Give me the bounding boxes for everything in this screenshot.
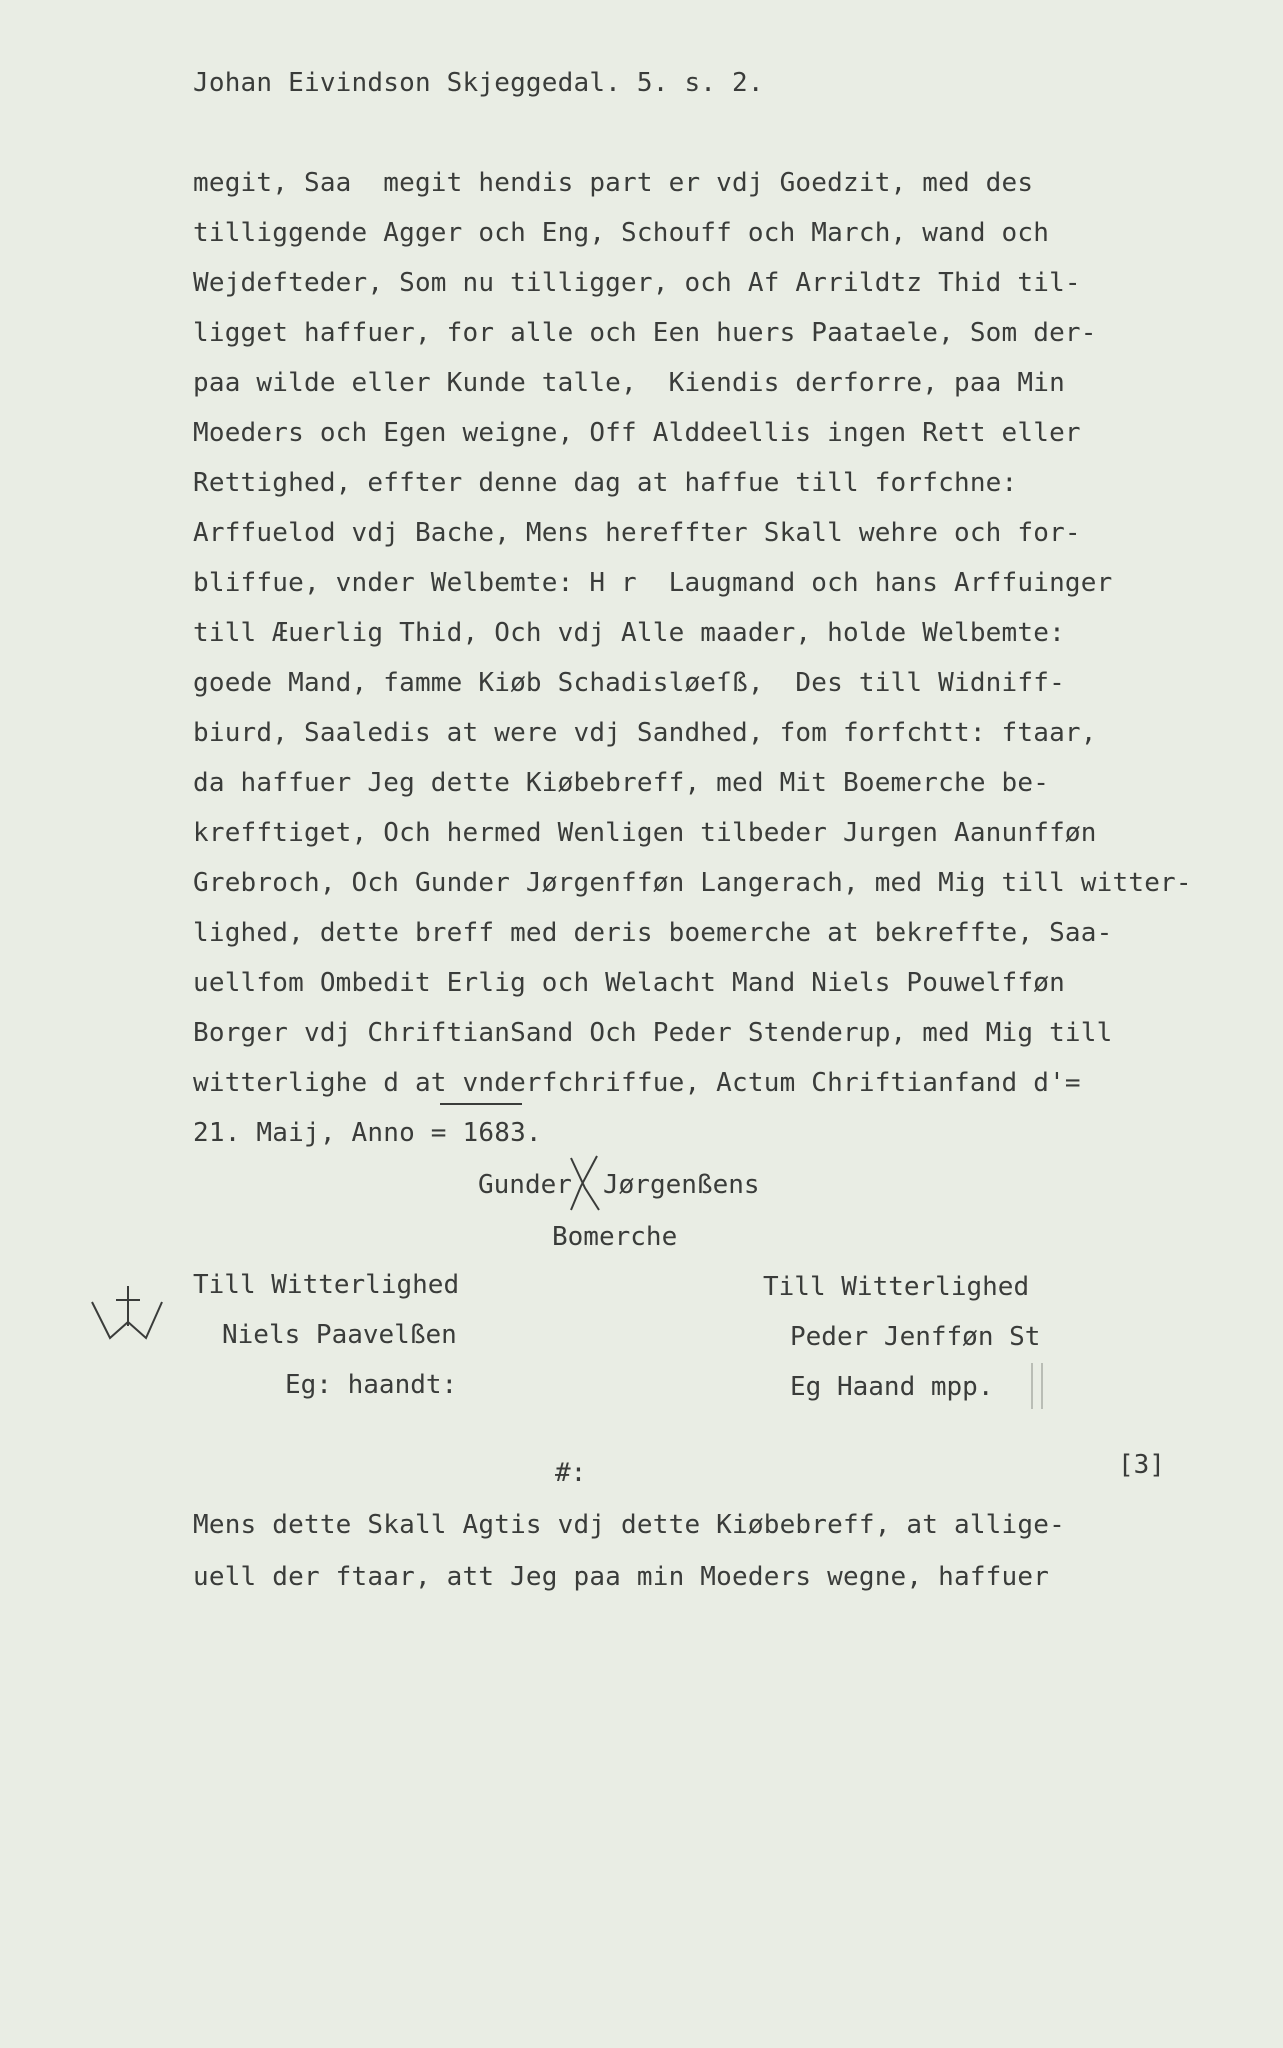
body-line: lighed, dette breff med deris boemerche at bekreffte, Saa- [193,918,1113,948]
house-mark-icon [567,1152,603,1212]
body-line: witterlighe d at vnderfchriffue, Actum Chriftianfand d'= [193,1068,1081,1098]
witness-left-hand: Eg: haandt: [285,1370,458,1400]
body-line: krefftiget, Och hermed Wenligen tilbeder Jurgen Aanunfføn [193,818,1097,848]
note-mark: #: [555,1458,587,1488]
document-header: Johan Eivindson Skjeggedal. 5. s. 2. [193,68,764,98]
year-underline [440,1103,522,1105]
witness-left-title: Till Witterlighed [193,1270,460,1300]
witness-right-title: Till Witterlighed [763,1272,1030,1302]
body-line: paa wilde eller Kunde talle, Kiendis derforre, paa Min [193,368,1065,398]
merchant-mark-icon [88,1282,168,1352]
footer-line: Mens dette Skall Agtis vdj dette Kiøbebreff, at allige- [193,1510,1065,1540]
body-line: biurd, Saaledis at were vdj Sandhed, fom forfchtt: ftaar, [193,718,1097,748]
footer-line: uell der ftaar, att Jeg paa min Moeders wegne, haffuer [193,1562,1050,1592]
body-line: tilliggende Agger och Eng, Schouff och March, wand och [193,218,1050,248]
body-line: Arffuelod vdj Bache, Mens hereffter Skall wehre och for- [193,518,1081,548]
body-line: Grebroch, Och Gunder Jørgenfføn Langerach, med Mig till witter- [193,868,1192,898]
body-line: uellfom Ombedit Erlig och Welacht Mand Niels Pouwelfføn [193,968,1065,998]
body-line: goede Mand, famme Kiøb Schadisløeſß, Des till Widniff- [193,668,1065,698]
page-number: [3] [1118,1450,1165,1480]
signature-gunder-last: Jørgenßens [603,1170,760,1200]
bomerche-label: Bomerche [552,1222,678,1252]
witness-right-name: Peder Jenfføn St [790,1322,1041,1352]
body-line: Moeders och Egen weigne, Off Alddeellis ingen Rett eller [193,418,1081,448]
body-line: 21. Maij, Anno = 1683. [193,1118,542,1148]
body-line: till Æuerlig Thid, Och vdj Alle maader, holde Welbemte: [193,618,1065,648]
body-line: bliffue, vnder Welbemte: H r Laugmand och hans Arffuinger [193,568,1113,598]
body-line: da haffuer Jeg dette Kiøbebreff, med Mit Boemerche be- [193,768,1050,798]
witness-right-hand: Eg Haand mpp. [790,1372,994,1402]
signature-gunder-first: Gunder [478,1170,572,1200]
margin-mark [1031,1363,1043,1409]
body-line: ligget haffuer, for alle och Een huers Paataele, Som der- [193,318,1097,348]
witness-left-name: Niels Paavelßen [222,1320,457,1350]
body-line: megit, Saa megit hendis part er vdj Goedzit, med des [193,168,1034,198]
body-line: Wejdefteder, Som nu tilligger, och Af Arrildtz Thid til- [193,268,1081,298]
body-line: Rettighed, effter denne dag at haffue till forfchne: [193,468,1018,498]
body-line: Borger vdj ChriftianSand Och Peder Stenderup, med Mig till [193,1018,1113,1048]
